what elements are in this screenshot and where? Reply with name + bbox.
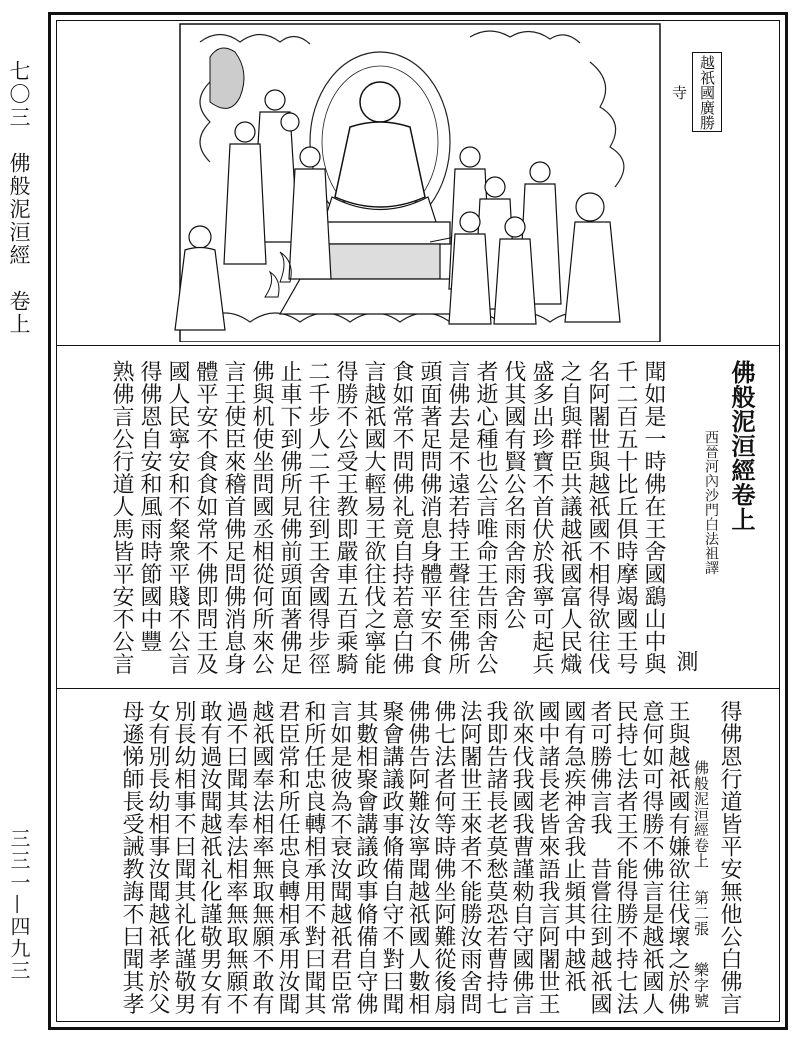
buddha-assembly-illustration: [70, 22, 770, 342]
text-column: 民持七法者王不能得勝不持七法: [613, 700, 638, 1015]
text-column: 者可勝佛言我 昔嘗往到越祇國: [587, 700, 612, 1015]
text-column: 別長幼相事不曰聞其礼化謹敬男: [171, 700, 196, 1015]
text-column: 得佛恩行道皆平安無他公白佛言: [717, 700, 742, 1015]
text-column: 法阿闍世王來者不能勝汝雨舍問: [457, 700, 482, 1015]
upper-text-section: [66, 360, 766, 685]
running-header-title: 佛般泥洹經卷上: [692, 760, 710, 869]
text-column: 言越祇國大輕易王欲往伐之寧能: [361, 360, 386, 675]
sutra-title: 佛般泥洹經卷上: [727, 360, 756, 532]
woodblock-illustration: [70, 22, 770, 342]
text-column: 盛多出珍寶不首伏於我寧可起兵: [529, 360, 554, 675]
text-column: 得勝不公受王教即嚴車五百乘騎: [333, 360, 358, 675]
text-column: 聞如是一時佛在王舍國鷂山中與: [641, 360, 666, 675]
text-column: 越祇國奉法相率無取無願不敢有: [249, 700, 274, 1015]
text-column: 佛佛告阿難汝寧聞越祇國人數相: [405, 700, 430, 1015]
text-column: 千二百五十比丘俱時摩竭國王号: [613, 360, 638, 675]
collation-mark: 測: [673, 650, 698, 673]
text-column: 止車下到佛所見佛前頭面著佛足: [277, 360, 302, 675]
illustration-caption: 越祇國廣勝寺: [692, 52, 722, 132]
text-column: 母遜悌師長受誡教誨不曰聞其孝: [119, 700, 144, 1015]
text-column: 意何如可得勝不佛言是越祇國人: [639, 700, 664, 1015]
text-column: 佛七法者何等時佛坐阿難從後扇: [431, 700, 456, 1015]
text-column: 其數相聚會講議政事脩備自守佛: [353, 700, 378, 1015]
divider-top: [56, 345, 780, 346]
text-column: 女有別長幼相事汝聞越祇孝於父: [145, 700, 170, 1015]
text-column: 欲來伐我國我曹謹勑自守國佛言: [509, 700, 534, 1015]
text-column: 國中諸長老皆來語我言阿闍世王: [535, 700, 560, 1015]
text-column: 和所任忠良轉相承用不對曰聞其: [301, 700, 326, 1015]
text-column: 言王使臣來稽首佛足問佛消息身: [221, 360, 246, 675]
text-column: 國人民寧安和不粲衆平賤不公言: [165, 360, 190, 675]
text-column: 食如常不問佛礼竟自持若意白佛: [389, 360, 414, 675]
text-column: 我即告諸長老莫愁莫恐若曹持七: [483, 700, 508, 1015]
text-column: 聚會講議政事脩備自守不對曰聞: [379, 700, 404, 1015]
text-column: 之自與群臣共議越祇國富人民熾: [557, 360, 582, 675]
running-header-page: 第二張: [692, 890, 710, 937]
translator-attribution: 西晉河內沙門白法祖譯: [703, 430, 719, 575]
text-column: 頭面著足問佛消息身體平安不食: [417, 360, 442, 675]
text-column: 王與越祇國有嫌欲往伐壞之於佛: [665, 700, 690, 1015]
text-column: 得佛恩自安和風雨時節國中豐: [137, 360, 162, 653]
divider-middle: [56, 688, 780, 689]
text-column: 者逝心種也公言唯命王告雨舍公: [473, 360, 498, 675]
margin-volume-title: 七〇三 佛般泥洹經 卷上: [7, 60, 31, 336]
text-column: 君臣常和所任忠良轉相承用汝聞: [275, 700, 300, 1015]
text-column: 伐其國有賢公名雨舍雨舍公: [501, 360, 526, 630]
text-column: 二千步人二千往到王舍國得步徑: [305, 360, 330, 675]
text-column: 言佛去是不遠若持王聲往至佛所: [445, 360, 470, 675]
text-column: 過不曰聞其奉法相率無取無願不: [223, 700, 248, 1015]
text-column: 名阿闍世與越祇國不相得欲往伐: [585, 360, 610, 675]
text-column: 佛與机使坐問國丞相從何所來公: [249, 360, 274, 675]
text-column: 言如是彼為不衰汝聞越祇君臣常: [327, 700, 352, 1015]
lower-text-section: [66, 700, 766, 1020]
text-column: 熟佛言公行道人馬皆平安不公言: [109, 360, 134, 675]
margin-page-number: 三三一—四九三: [7, 828, 31, 982]
running-header-mark: 樂字號: [692, 962, 710, 1009]
text-column: 敢有過汝聞越祇礼化謹敬男女有: [197, 700, 222, 1015]
text-column: 國有急疾神舍我止頻其中越祇: [561, 700, 586, 993]
text-column: 體平安不食食如常不佛即問王及: [193, 360, 218, 675]
